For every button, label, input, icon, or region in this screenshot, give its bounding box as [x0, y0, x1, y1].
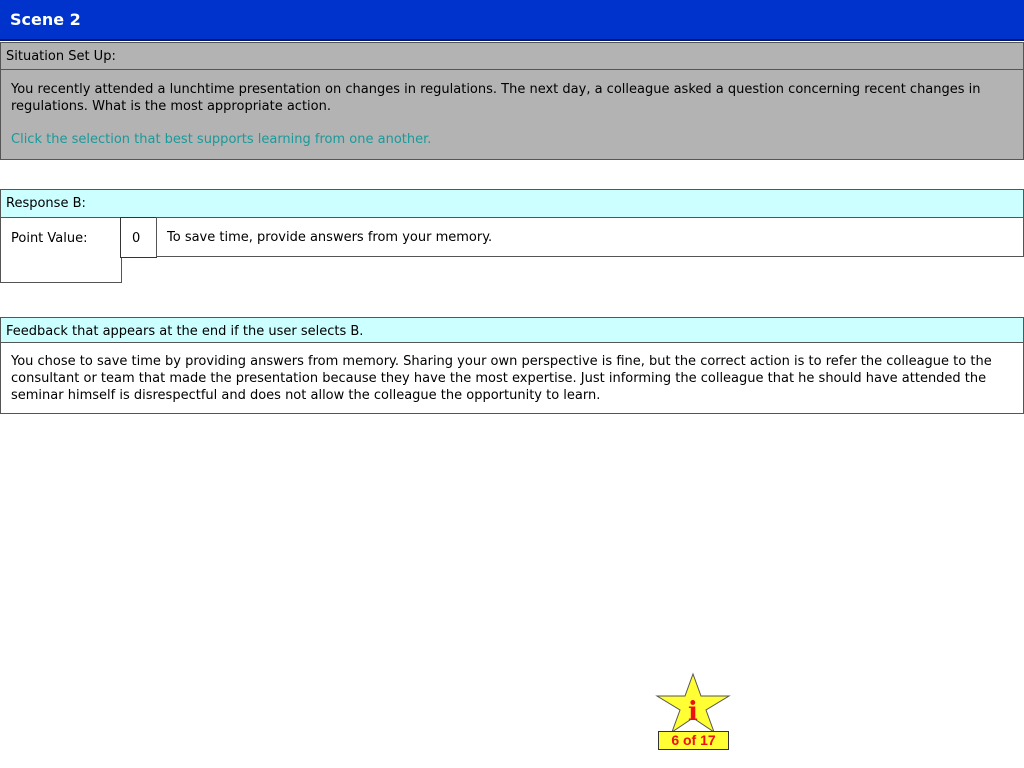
response-option[interactable] — [156, 217, 1024, 257]
situation-label-bar — [0, 42, 1024, 70]
scene-header — [0, 0, 1024, 41]
response-label: Response B: — [6, 196, 86, 211]
page-counter — [658, 731, 729, 750]
situation-instruction: Click the selection that best supports learning from one another. — [11, 132, 432, 147]
point-value-box — [120, 217, 157, 258]
feedback-text: You chose to save time by providing answers from memory. Sharing your own perspective is fine, but the correct action is to refer the colleague to the consultant or team that made the presentation because they have the most expertise. Just informing the colleague that he should have attended the seminar himself is disrespectful and does not allow the colleague the opportunity to learn. — [11, 354, 992, 403]
situation-panel — [0, 69, 1024, 160]
feedback-label: Feedback that appears at the end if the user selects B. — [6, 324, 364, 339]
scene-title: Scene 2 — [10, 10, 81, 29]
page-counter-text: 6 of 17 — [671, 732, 716, 748]
info-glyph: i — [688, 697, 698, 727]
response-text: To save time, provide answers from your memory. — [167, 230, 493, 245]
situation-label: Situation Set Up: — [6, 49, 116, 64]
situation-text: You recently attended a lunchtime presentation on changes in regulations. The next day, a colleague asked a question concerning recent changes in regulations. What is the most appropriate action. — [11, 82, 981, 114]
point-value-label: Point Value: — [11, 231, 88, 246]
point-value: 0 — [132, 231, 141, 246]
point-value-label-box — [0, 217, 122, 283]
feedback-panel — [0, 342, 1024, 414]
info-star-icon[interactable] — [655, 672, 731, 734]
feedback-label-bar — [0, 317, 1024, 343]
response-label-bar — [0, 189, 1024, 218]
